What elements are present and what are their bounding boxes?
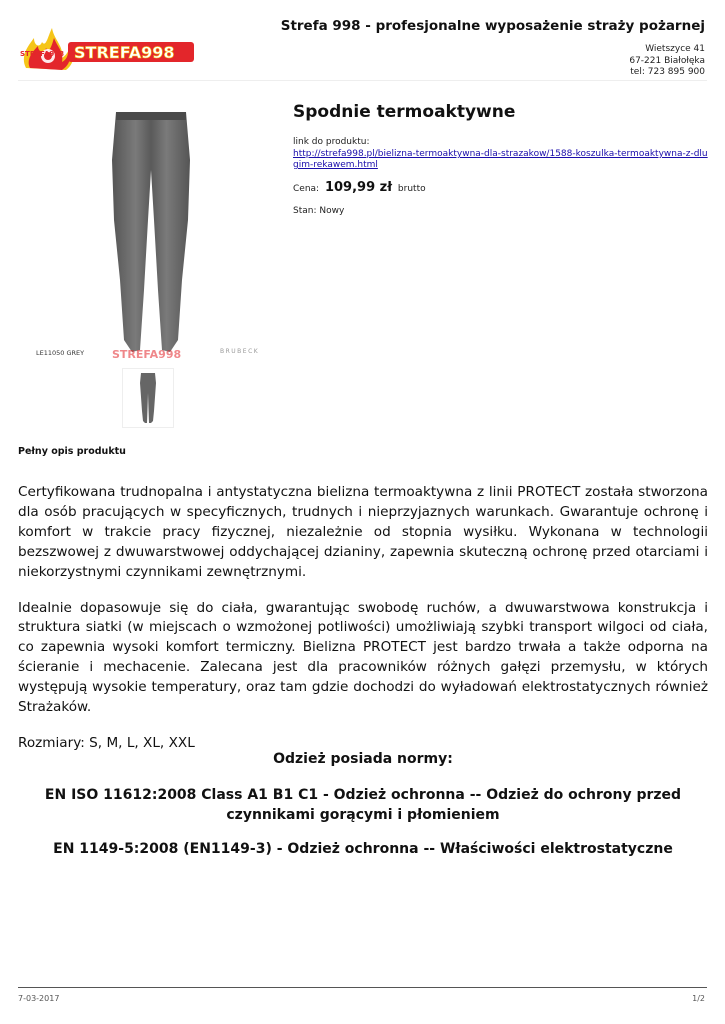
leggings-icon [112, 112, 190, 352]
norm-2: EN 1149-5:2008 (EN1149-3) - Odzież ochronna -- Właściwości elektrostatyczne [53, 841, 673, 857]
product-image[interactable] [30, 100, 275, 362]
product-link[interactable]: http://strefa998.pl/bielizna-termoaktywna-dla-strazakow/1588-koszulka-termoaktywna-z-dlugim-rekawem.html [293, 149, 708, 170]
product-thumbnail[interactable] [122, 368, 174, 428]
logo-small-text: STREFA998 [20, 50, 64, 58]
sizes-line: Rozmiary: S, M, L, XL, XXL [18, 734, 195, 751]
description-heading: Pełny opis produktu [18, 446, 126, 457]
norms-heading: Odzież posiada normy: [273, 751, 453, 767]
price-suffix: brutto [397, 184, 426, 194]
footer-page-number: 1/2 [692, 994, 705, 1003]
description-paragraph-2: Idealnie dopasowuje się do ciała, gwarantując swobodę ruchów, a dwuwarstwowa konstrukcja i struktura siatki (w miejscach o wzmożonej potliwości) umożliwiają szybki transport wilgoci od ciała, co zapewnia wysoki komfort termiczny. Bielizna PROTECT jest bardzo trwała a także odporna na ścieranie i mechacenie. Zalecana jest dla pracowników różnych gałęzi przemysłu, w których występują wysokie temperatury, oraz tam gdzie dochodzi do wyładowań elektrostatycznych również Strażaków. [18, 599, 708, 716]
price-value: 109,99 zł [324, 180, 393, 195]
shop-address [629, 44, 705, 79]
image-caption: LE11050 GREY [36, 349, 85, 357]
address-city: 67-221 Białołęka [629, 55, 705, 66]
address-street: Wietszyce 41 [645, 44, 705, 54]
norms-section [18, 749, 708, 769]
footer-date: 7-03-2017 [18, 994, 60, 1003]
product-description [18, 483, 708, 770]
price-label: Cena: [293, 184, 320, 194]
norm-1: EN ISO 11612:2008 Class A1 B1 C1 - Odzież ochronna -- Odzież do ochrony przed czynnikami gorącymi i płomieniem [44, 787, 682, 823]
image-watermark: STREFA998 [112, 348, 182, 361]
address-phone: tel: 723 895 900 [630, 67, 705, 77]
state-label: Stan: [293, 206, 317, 216]
image-brand: BRUBECK [220, 348, 260, 355]
norm-1-block [18, 785, 708, 825]
strefa998-logo[interactable] [18, 22, 198, 78]
state-row [293, 206, 344, 216]
state-value: Nowy [319, 206, 345, 216]
flame-icon [24, 28, 74, 70]
header-divider [18, 80, 707, 81]
norm-2-block [18, 839, 708, 859]
logo-text: STREFA998 [74, 43, 175, 62]
product-name: Spodnie termoaktywne [293, 102, 516, 122]
leggings-thumbnail-icon [140, 373, 156, 423]
price-row [293, 180, 426, 195]
footer-divider [18, 987, 707, 988]
product-link-label: link do produktu: [293, 137, 370, 147]
description-paragraph-1: Certyfikowana trudnopalna i antystatyczna bielizna termoaktywna z linii PROTECT została stworzona dla osób pracujących w specyficznych, trudnych i nieprzyjaznych warunkach. Gwarantuje ochronę i komfort w trakcie pracy fizycznej, niezależnie od stopnia wysiłku. Wykonana w technologii bezszwowej z dwuwarstwowej oddychającej dzianiny, zapewnia skuteczną ochronę przed otarciami i niekorzystnymi czynnikami zewnętrznymi. [18, 484, 708, 580]
shop-title: Strefa 998 - profesjonalne wyposażenie straży pożarnej [280, 18, 705, 34]
